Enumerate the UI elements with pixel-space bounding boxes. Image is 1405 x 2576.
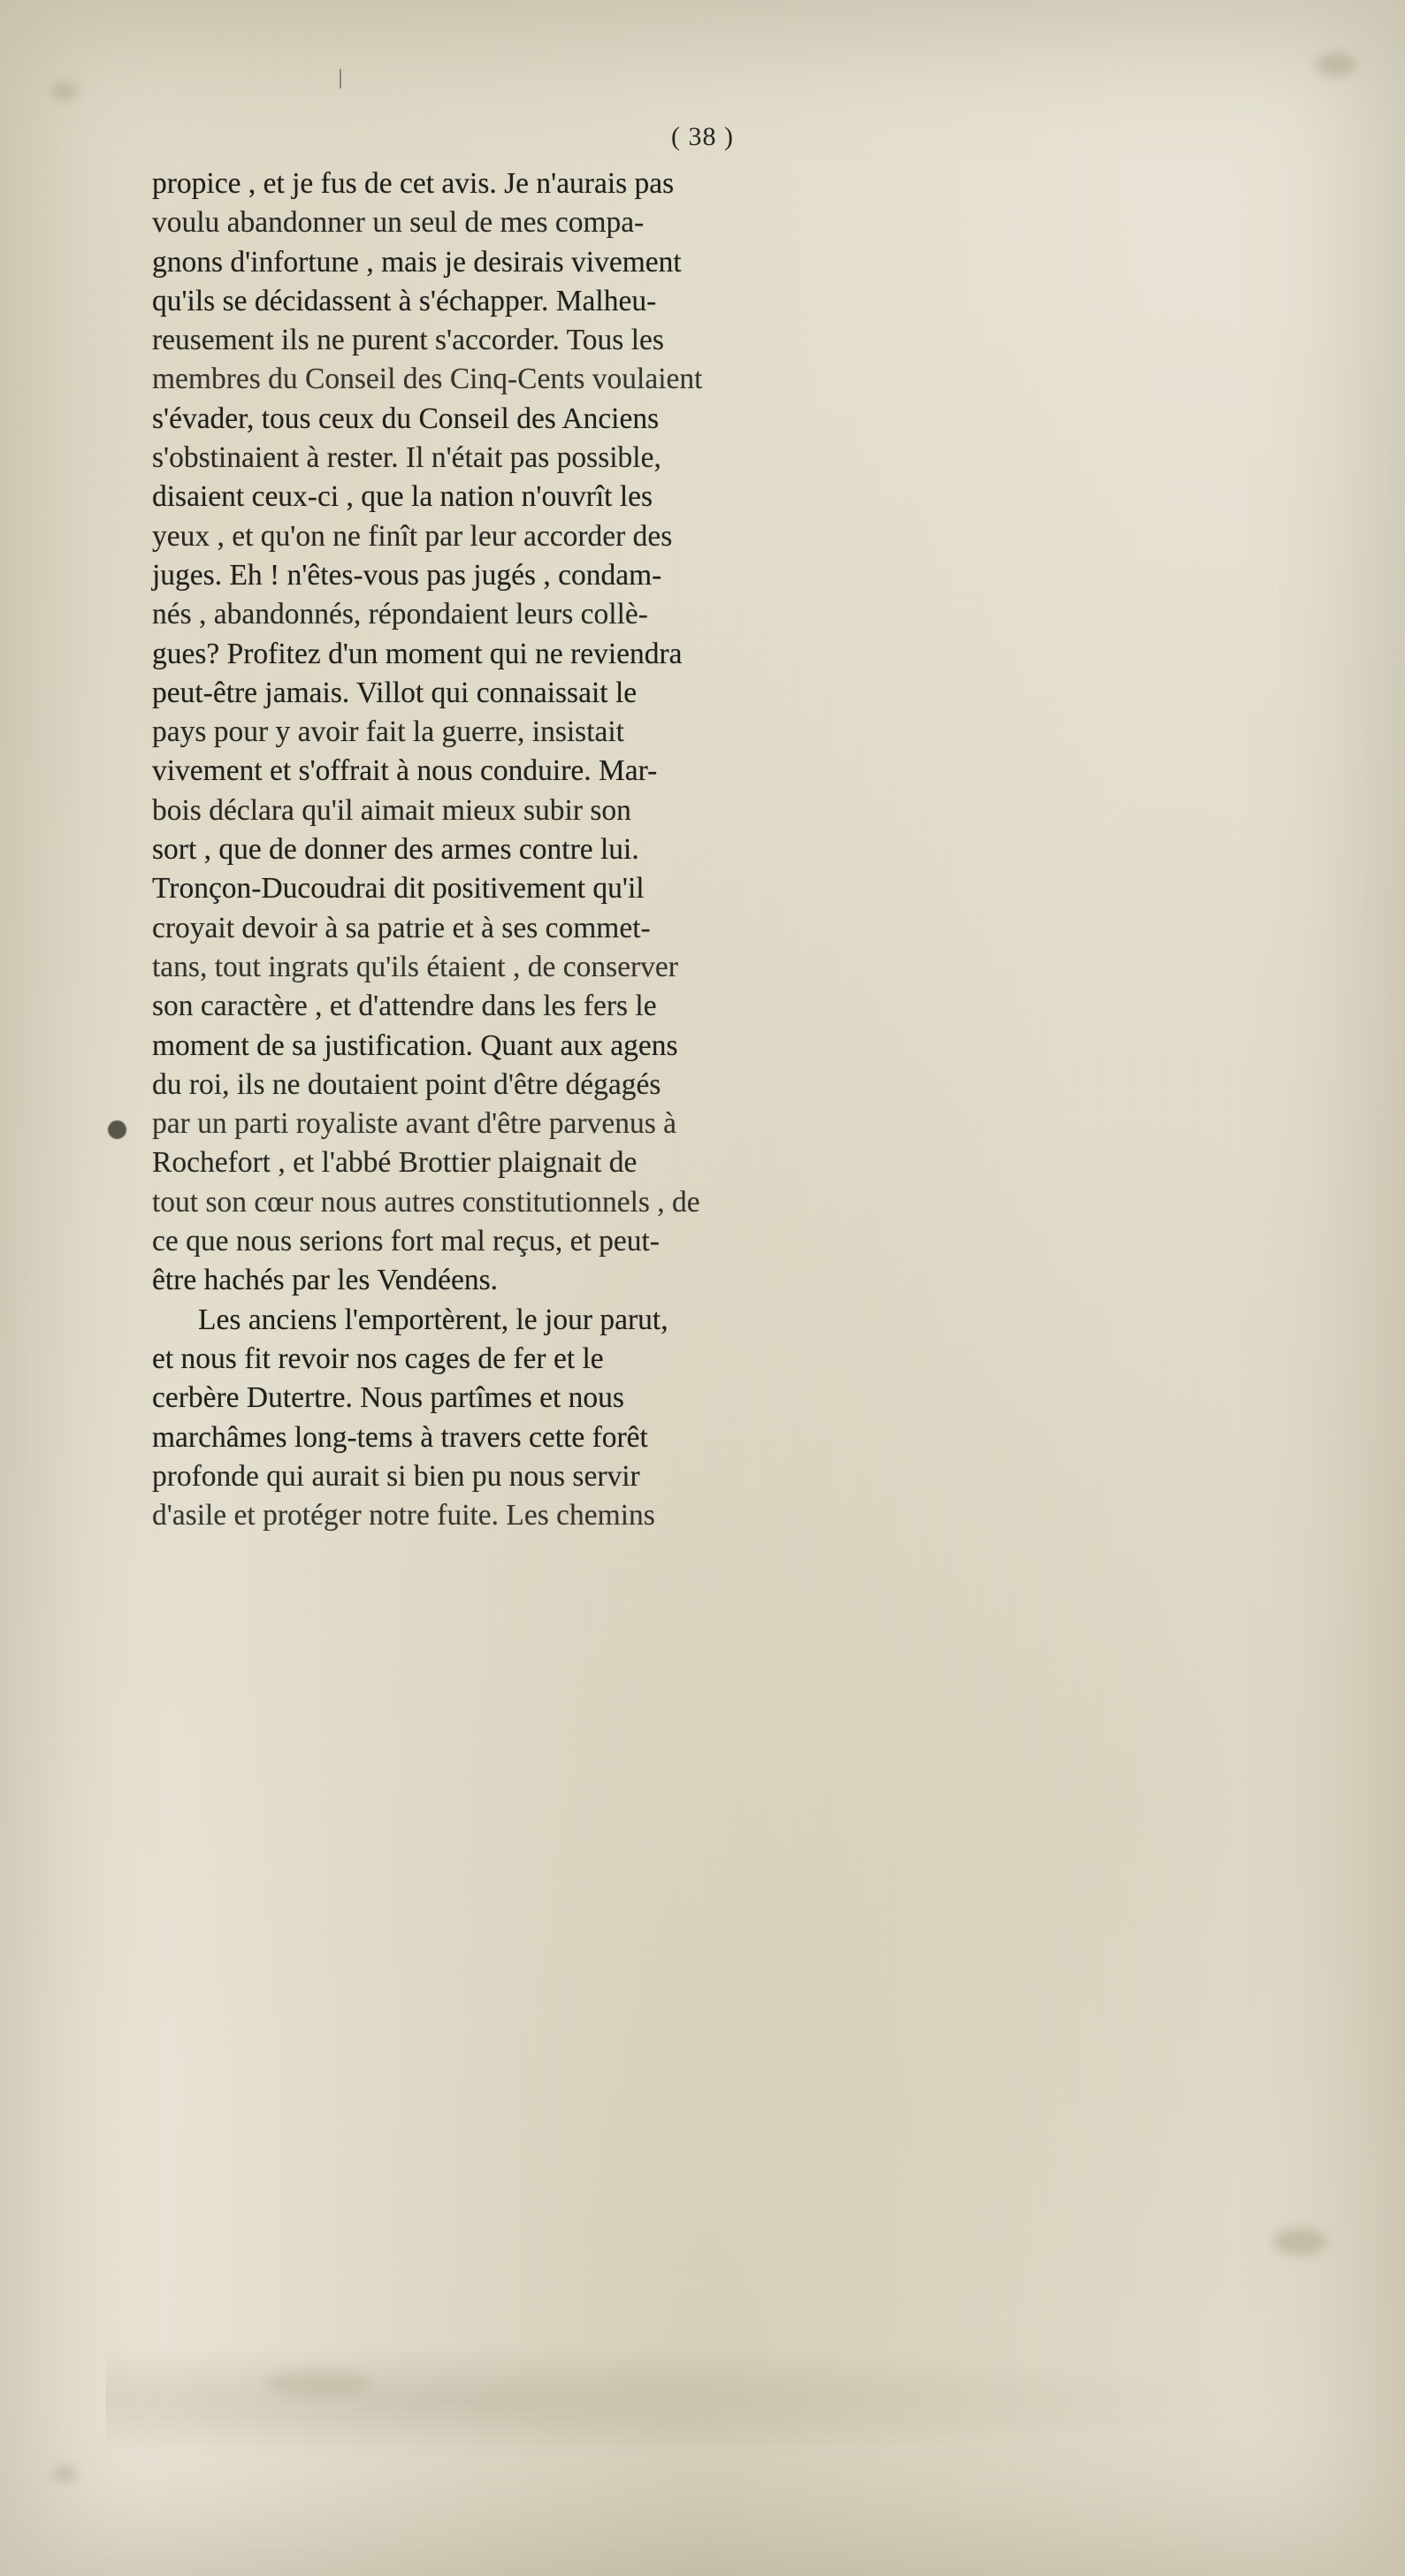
text-line: peut-être jamais. Villot qui connaissait le — [152, 676, 638, 709]
text-line: yeux , et qu'on ne finît par leur accorder des — [152, 519, 673, 553]
text-line: pays pour y avoir fait la guerre, insistait — [152, 715, 624, 749]
text-line: voulu abandonner un seul de mes compa- — [152, 206, 645, 240]
text-line: gnons d'infortune , mais je desirais vivement — [152, 245, 682, 279]
paper-stain-bottom-center — [265, 2370, 371, 2396]
paper-smudge-bottom — [106, 2343, 1256, 2458]
paper-stain-bottom-right — [1273, 2228, 1326, 2255]
text-line: son caractère , et d'attendre dans les fers le — [152, 990, 657, 1023]
text-line: gues? Profitez d'un moment qui ne reviendra — [152, 637, 683, 670]
text-line: du roi, ils ne doutaient point d'être dégagés — [152, 1067, 661, 1101]
text-line: nés , abandonnés, répondaient leurs collè- — [152, 598, 648, 631]
text-line: qu'ils se décidassent à s'échapper. Malheu- — [152, 284, 657, 317]
text-line: et nous fit revoir nos cages de fer et le — [152, 1342, 604, 1375]
text-line: bois déclara qu'il aimait mieux subir son — [152, 793, 631, 827]
text-line: s'obstinaient à rester. Il n'était pas possible, — [152, 441, 661, 475]
paper-tick-mark — [340, 69, 341, 88]
text-line: propice , et je fus de cet avis. Je n'aurais pas — [152, 167, 675, 200]
text-line: cerbère Dutertre. Nous partîmes et nous — [152, 1381, 624, 1415]
text-line: disaient ceux-ci , que la nation n'ouvrît les — [152, 480, 653, 514]
text-line: Tronçon-Ducoudrai dit positivement qu'il — [152, 872, 645, 906]
text-line: croyait devoir à sa patrie et à ses commet- — [152, 911, 651, 944]
text-line: ce que nous serions fort mal reçus, et peut- — [152, 1225, 660, 1258]
paper-stain-top-right — [1317, 53, 1355, 76]
text-line: juges. Eh ! n'êtes-vous pas jugés , condam- — [152, 558, 662, 592]
text-line: par un parti royaliste avant d'être parvenus à — [152, 1107, 676, 1141]
text-line: reusement ils ne purent s'accorder. Tous les — [152, 324, 664, 357]
text-line: s'évader, tous ceux du Conseil des Anciens — [152, 401, 660, 435]
text-line: Rochefort , et l'abbé Brottier plaignait de — [152, 1146, 638, 1180]
ink-blot-icon — [108, 1120, 126, 1139]
text-line: d'asile et protéger notre fuite. Les chemins — [152, 1499, 655, 1533]
body-text-block — [152, 164, 1244, 1535]
paper-stain-bottom-left — [53, 2467, 76, 2481]
text-line: tans, tout ingrats qu'ils étaient , de conserver — [152, 950, 678, 983]
text-line: sort , que de donner des armes contre lui. — [152, 833, 639, 867]
text-line: moment de sa justification. Quant aux agens — [152, 1028, 678, 1062]
text-line: marchâmes long-tems à travers cette forêt — [152, 1420, 648, 1454]
paper-stain-top-left — [51, 83, 78, 99]
text-line: être hachés par les Vendéens. — [152, 1264, 498, 1297]
text-line: Les anciens l'emportèrent, le jour parut, — [198, 1303, 668, 1336]
page-number: ( 38 ) — [671, 122, 734, 151]
text-line: vivement et s'offrait à nous conduire. Mar- — [152, 754, 658, 788]
text-line: tout son cœur nous autres constitutionnels , de — [152, 1185, 700, 1219]
text-line: profonde qui aurait si bien pu nous servir — [152, 1459, 640, 1493]
text-line: membres du Conseil des Cinq-Cents voulaient — [152, 363, 703, 396]
